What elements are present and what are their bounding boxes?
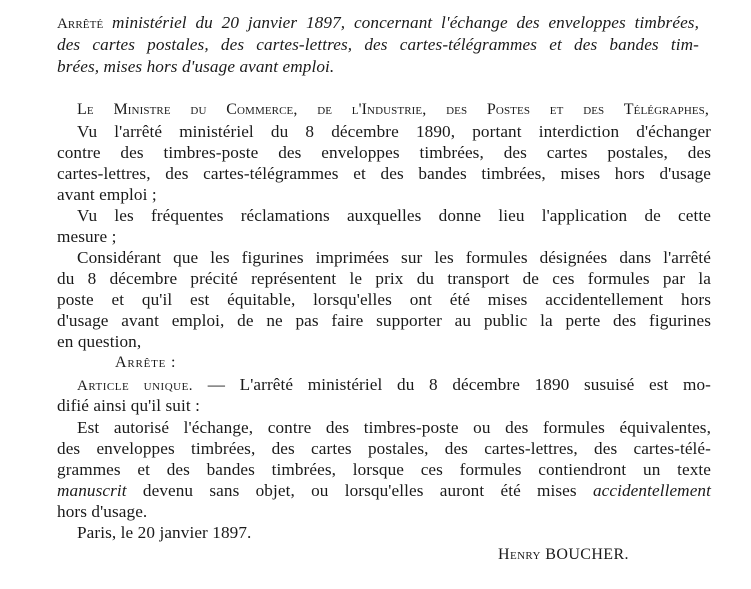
heading-text-2: des cartes postales, des cartes-lettres, des cartes-télégrammes et des bandes tim- bbox=[57, 35, 699, 54]
minister-text: Le Ministre du Commerce, de l'Industrie, des Postes et des Télégraphes, bbox=[77, 101, 709, 118]
article-label: Article unique. bbox=[77, 378, 194, 394]
para2-line-1 bbox=[77, 206, 711, 226]
signature bbox=[498, 545, 629, 565]
para2-text-2: mesure ; bbox=[57, 227, 117, 246]
para3-line-5 bbox=[57, 332, 141, 352]
heading-prefix: Arrêté bbox=[57, 16, 104, 32]
para4-line-2 bbox=[57, 439, 711, 459]
para4-italic-accidentellement: accidentellement bbox=[592, 481, 711, 500]
para4-line-3 bbox=[57, 460, 711, 480]
para3-line-2 bbox=[57, 269, 711, 289]
para3-line-1 bbox=[77, 248, 711, 268]
para1-line-4 bbox=[57, 185, 157, 205]
arrete-heading bbox=[115, 353, 176, 373]
para4-line-4 bbox=[57, 481, 711, 501]
date-text: Paris, le 20 janvier 1897. bbox=[77, 523, 252, 542]
para4-text-2: des enveloppes timbrées, des cartes postales, des cartes-lettres, des cartes-télé- bbox=[57, 439, 711, 458]
para1-line-2 bbox=[57, 143, 711, 163]
para4-text-3: grammes et des bandes timbrées, lorsque ces formules contiendront un texte bbox=[57, 460, 711, 479]
para1-text-1: Vu l'arrêté ministériel du 8 décembre 1890, portant interdiction d'échanger bbox=[77, 122, 711, 141]
para4-text-5: hors d'usage. bbox=[57, 502, 148, 521]
para1-line-1 bbox=[77, 122, 711, 142]
para4-line-5 bbox=[57, 502, 147, 522]
para1-text-2: contre des timbres-poste des enveloppes timbrées, des cartes postales, des bbox=[57, 143, 711, 162]
para3-text-2: du 8 décembre précité représentent le prix du transport de ces formules par la bbox=[57, 269, 711, 288]
heading-line-1 bbox=[57, 13, 699, 34]
article-line-1 bbox=[77, 375, 711, 396]
para2-line-2 bbox=[57, 227, 117, 247]
para3-line-3 bbox=[57, 290, 711, 310]
para4-text-4: devenu sans objet, ou lorsqu'elles auront été mises bbox=[126, 481, 593, 500]
para3-text-3: poste et qu'il est équitable, lorsqu'elles ont été mises accidentellement hors bbox=[57, 290, 711, 309]
heading-text-1: ministériel du 20 janvier 1897, concernant l'échange des enveloppes timbrées, bbox=[103, 13, 699, 32]
article-text-1: — L'arrêté ministériel du 8 décembre 1890 susuisé est mo- bbox=[193, 375, 711, 394]
para2-text-1: Vu les fréquentes réclamations auxquelles donne lieu l'application de cette bbox=[77, 206, 711, 225]
para1-text-4: avant emploi ; bbox=[57, 185, 157, 204]
para4-text-1: Est autorisé l'échange, contre des timbres-poste ou des formules équivalentes, bbox=[77, 418, 711, 437]
minister-line bbox=[77, 100, 709, 120]
para3-line-4 bbox=[57, 311, 711, 331]
arrete-text: Arrête : bbox=[115, 354, 177, 371]
heading-line-2 bbox=[57, 35, 699, 55]
para3-text-4: d'usage avant emploi, de ne pas faire supporter au public la perte des figurines bbox=[57, 311, 711, 330]
date-line bbox=[77, 523, 251, 543]
para4-italic-manuscrit: manuscrit bbox=[57, 481, 127, 500]
heading-line-3 bbox=[57, 57, 334, 77]
heading-text-3: brées, mises hors d'usage avant emploi. bbox=[57, 57, 335, 76]
signature-text: Henry BOUCHER. bbox=[498, 546, 629, 563]
para3-text-1: Considérant que les figurines imprimées sur les formules désignées dans l'arrêté bbox=[77, 248, 711, 267]
article-line-2 bbox=[57, 396, 200, 416]
para3-text-5: en question, bbox=[57, 332, 142, 351]
para1-line-3 bbox=[57, 164, 711, 184]
article-text-2: difié ainsi qu'il suit : bbox=[57, 396, 200, 415]
para4-line-1 bbox=[77, 418, 711, 438]
para1-text-3: cartes-lettres, des cartes-télégrammes et des bandes timbrées, mises hors d'usage bbox=[57, 164, 711, 183]
